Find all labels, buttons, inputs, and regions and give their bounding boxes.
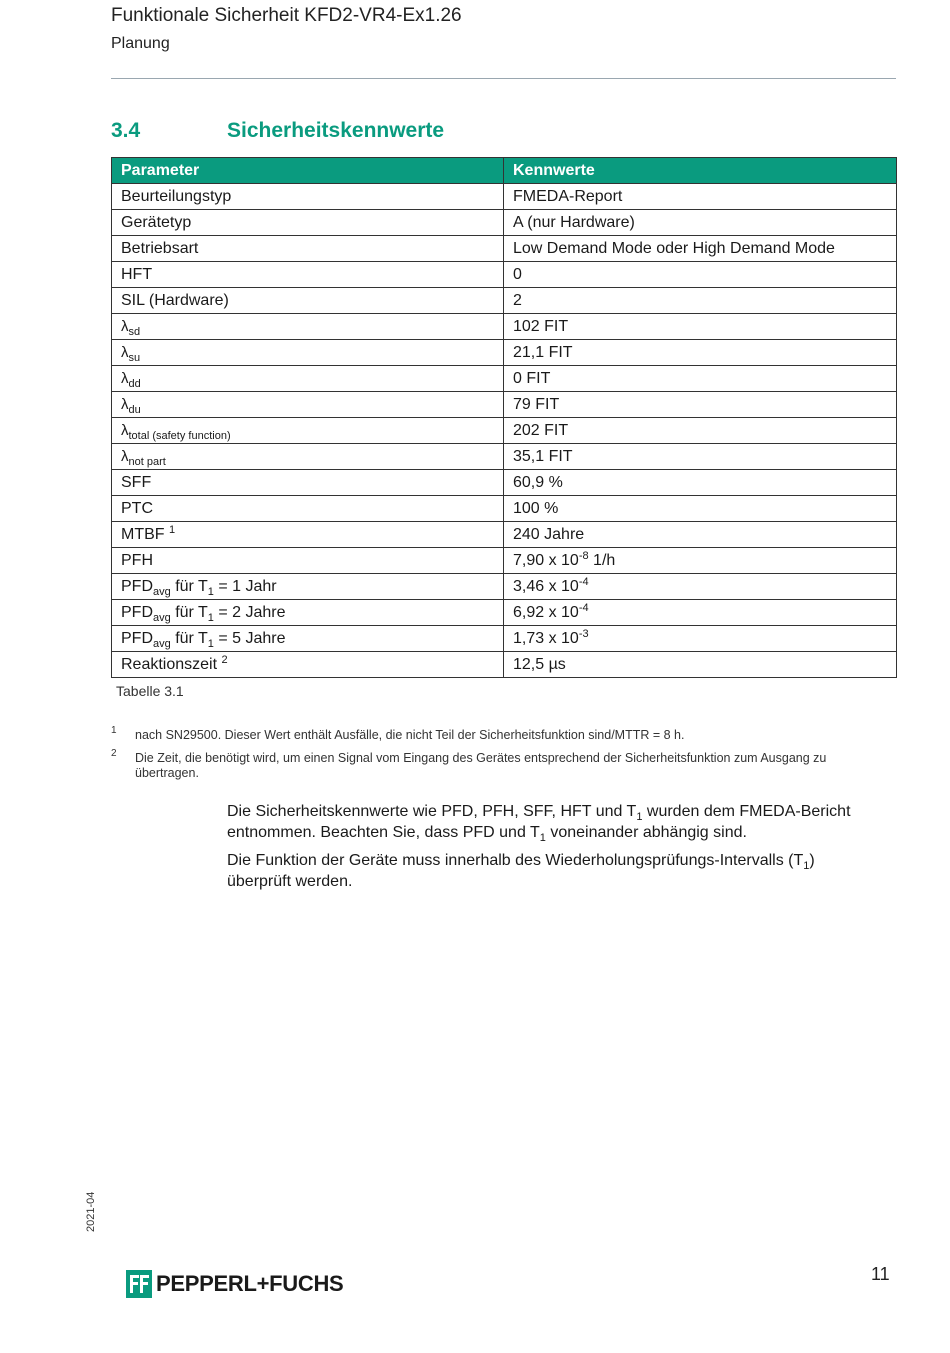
body-paragraph: [227, 801, 877, 843]
param-subscript: 1: [207, 611, 214, 624]
footnote-ref: 1: [169, 523, 176, 536]
paragraph-text: ) überprüft werden.: [227, 852, 815, 890]
param-cell: [112, 392, 504, 418]
table-row: [112, 366, 897, 392]
param-subscript: 1: [207, 585, 214, 598]
param-cell: [112, 340, 504, 366]
param-label: PFD: [121, 603, 153, 621]
value-cell: 240 Jahre: [504, 522, 897, 548]
subscript: 1: [539, 832, 546, 844]
value-cell: FMEDA-Report: [504, 184, 897, 210]
value-cell: 60,9 %: [504, 470, 897, 496]
param-subscript: su: [128, 351, 141, 364]
param-subscript: du: [128, 403, 141, 416]
table-row: [112, 444, 897, 470]
section-title: Sicherheitskennwerte: [227, 119, 445, 142]
table-row: [112, 418, 897, 444]
param-label: PFD: [121, 629, 153, 647]
param-cell: PTC: [112, 496, 504, 522]
param-subscript: dd: [128, 377, 141, 390]
lambda-symbol: λ: [121, 369, 129, 387]
subscript: 1: [803, 860, 810, 872]
value-base: 6,92 x 10: [513, 603, 579, 621]
subscript: 1: [636, 811, 643, 823]
param-label: für T: [170, 577, 208, 595]
table-row: [112, 652, 897, 678]
param-cell: HFT: [112, 262, 504, 288]
param-cell: [112, 652, 504, 678]
param-subscript: avg: [153, 637, 171, 650]
paragraph-text: wurden dem FMEDA-Bericht entnommen. Beachten Sie, dass PFD und T: [227, 803, 851, 841]
value-cell: 202 FIT: [504, 418, 897, 444]
param-cell: SIL (Hardware): [112, 288, 504, 314]
header-divider: [111, 78, 896, 79]
param-label: = 2 Jahre: [213, 603, 286, 621]
value-cell: 102 FIT: [504, 314, 897, 340]
brand-mark-icon: [126, 1270, 152, 1298]
table-row: [112, 470, 897, 496]
param-subscript: avg: [153, 611, 171, 624]
value-cell: A (nur Hardware): [504, 210, 897, 236]
lambda-symbol: λ: [121, 447, 129, 465]
safety-parameters-table: [111, 157, 897, 678]
paragraph-text: Die Sicherheitskennwerte wie PFD, PFH, SFF, HFT und T: [227, 803, 637, 820]
table-row: [112, 496, 897, 522]
paragraph-text: voneinander abhängig sind.: [545, 824, 747, 841]
param-cell: Gerätetyp: [112, 210, 504, 236]
table-row: [112, 626, 897, 652]
value-exponent: -8: [578, 549, 589, 562]
table-row: [112, 548, 897, 574]
param-label: = 1 Jahr: [213, 577, 277, 595]
param-cell: SFF: [112, 470, 504, 496]
value-exponent: -4: [578, 575, 589, 588]
value-base: 7,90 x 10: [513, 551, 579, 569]
param-label: MTBF: [121, 525, 165, 543]
footnote-mark: 1: [111, 725, 117, 736]
column-header-parameter: Parameter: [112, 158, 504, 184]
table-header-row: [112, 158, 897, 184]
param-subscript: avg: [153, 585, 171, 598]
value-exponent: -4: [578, 601, 589, 614]
param-cell: Betriebsart: [112, 236, 504, 262]
brand-logo: [126, 1269, 343, 1299]
value-cell: Low Demand Mode oder High Demand Mode: [504, 236, 897, 262]
value-cell: [504, 548, 897, 574]
value-cell: 12,5 µs: [504, 652, 897, 678]
param-cell: [112, 444, 504, 470]
value-cell: 0: [504, 262, 897, 288]
param-cell: [112, 366, 504, 392]
value-cell: [504, 600, 897, 626]
value-base: 1,73 x 10: [513, 629, 579, 647]
table-row: [112, 600, 897, 626]
page-number: 11: [871, 1264, 890, 1284]
param-label: Reaktionszeit: [121, 655, 218, 673]
section-number: 3.4: [111, 119, 141, 142]
lambda-symbol: λ: [121, 421, 129, 439]
value-exponent: -3: [578, 627, 589, 640]
footnote-text: Die Zeit, die benötigt wird, um einen Signal vom Eingang des Gerätes entsprechend der Sicherheitsfunktion zum Ausgang zu übertragen.: [135, 751, 827, 780]
param-label: für T: [170, 629, 208, 647]
document-title: Funktionale Sicherheit KFD2-VR4-Ex1.26: [111, 5, 462, 26]
body-paragraph: [227, 850, 877, 892]
param-cell: [112, 522, 504, 548]
table-row: [112, 262, 897, 288]
value-unit: 1/h: [588, 551, 616, 569]
value-cell: 79 FIT: [504, 392, 897, 418]
param-label: = 5 Jahre: [213, 629, 286, 647]
edition-date: 2021-04: [85, 1191, 97, 1232]
footnote-text: nach SN29500. Dieser Wert enthält Ausfälle, die nicht Teil der Sicherheitsfunktion sind/MTTR = 8 h.: [135, 728, 685, 742]
value-cell: 0 FIT: [504, 366, 897, 392]
param-cell: [112, 626, 504, 652]
value-cell: [504, 626, 897, 652]
param-cell: [112, 314, 504, 340]
param-subscript: 1: [207, 637, 214, 650]
table-caption: Tabelle 3.1: [116, 683, 184, 699]
table-row: [112, 392, 897, 418]
paragraph-text: Die Funktion der Geräte muss innerhalb des Wiederholungsprüfungs-Intervalls (T: [227, 852, 804, 869]
table-row: [112, 210, 897, 236]
param-subscript: total (safety function): [128, 429, 231, 442]
table-row: [112, 288, 897, 314]
param-cell: Beurteilungstyp: [112, 184, 504, 210]
table-row: [112, 340, 897, 366]
param-subscript: sd: [128, 325, 141, 338]
lambda-symbol: λ: [121, 395, 129, 413]
lambda-symbol: λ: [121, 343, 129, 361]
param-subscript: not part: [128, 455, 166, 468]
param-cell: [112, 574, 504, 600]
param-label: für T: [170, 603, 208, 621]
param-label: PFD: [121, 577, 153, 595]
brand-name: PEPPERL+FUCHS: [156, 1271, 344, 1296]
value-base: 3,46 x 10: [513, 577, 579, 595]
value-cell: 100 %: [504, 496, 897, 522]
value-cell: 21,1 FIT: [504, 340, 897, 366]
param-cell: [112, 600, 504, 626]
table-row: [112, 184, 897, 210]
table-row: [112, 236, 897, 262]
param-cell: PFH: [112, 548, 504, 574]
table-row: [112, 314, 897, 340]
param-cell: [112, 418, 504, 444]
table-row: [112, 522, 897, 548]
footnote-mark: 2: [111, 748, 117, 759]
value-cell: 35,1 FIT: [504, 444, 897, 470]
footnote-ref: 2: [221, 653, 228, 666]
lambda-symbol: λ: [121, 317, 129, 335]
value-cell: [504, 574, 897, 600]
chapter-name: Planung: [111, 35, 170, 52]
table-row: [112, 574, 897, 600]
value-cell: 2: [504, 288, 897, 314]
column-header-value: Kennwerte: [504, 158, 897, 184]
